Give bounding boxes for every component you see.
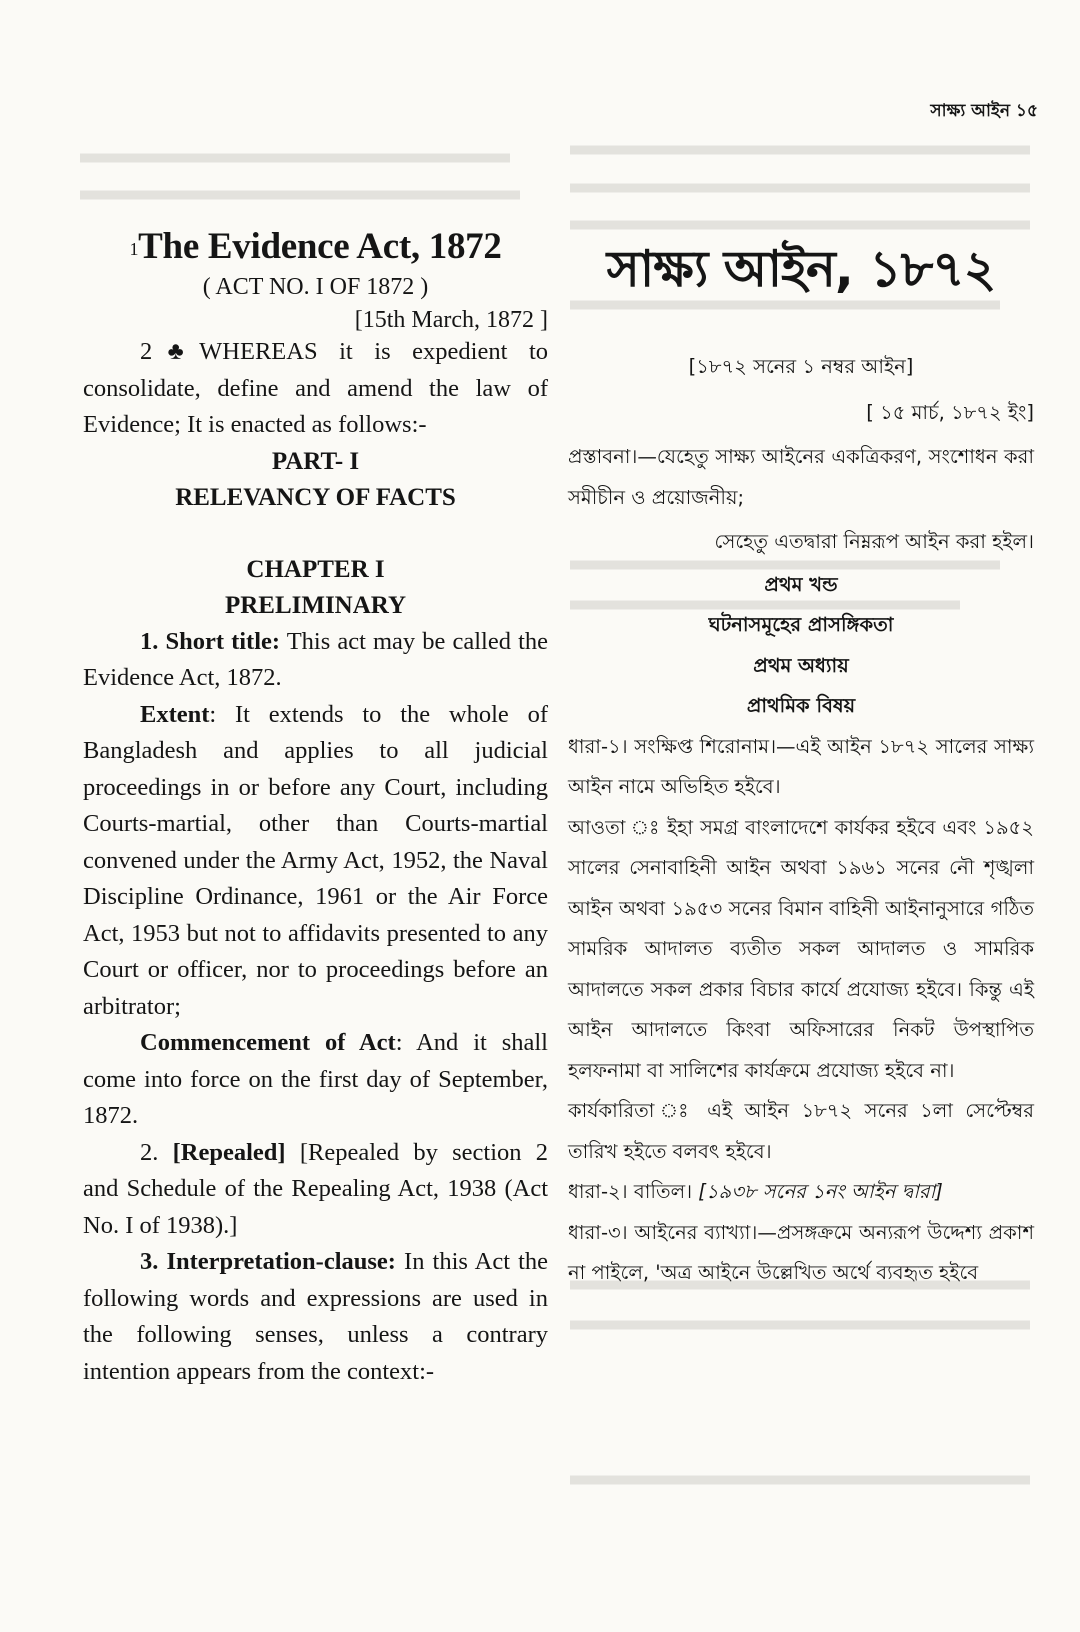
bengali-part-title: ঘটনাসমূহের প্রাসঙ্গিকতা: [708, 613, 894, 636]
bengali-preamble-2: সেহেতু এতদ্বারা নিম্নরূপ আইন করা হইল।: [714, 530, 1034, 553]
bengali-section-3: ধারা-৩। আইনের ব্যাখ্যা।—প্রসঙ্গক্রমে অন্যরূপ উদ্দেশ্য প্রকাশ না পাইলে, 'অত্র আইনে উল্লেখিত অর্থে ব্যবহৃত হইবে: [568, 1220, 1034, 1284]
preamble-mark: 2♣: [140, 338, 200, 365]
english-act-number: ( ACT NO. I OF 1872 ): [202, 274, 429, 300]
english-section-2: 2. [Repealed] [Repealed by section 2 and Schedule of the Repealing Act, 1938 (Act No. I of 1938).]: [83, 1138, 549, 1239]
english-preamble: 2♣WHEREAS it is expedient to consolidate, define and amend the law of Evidence; It is enacted as follows:-: [83, 338, 548, 438]
english-column: [83, 225, 548, 1390]
english-title-text: The Evidence Act, 1872: [138, 226, 502, 267]
bengali-commencement: কার্যকারিতা ঃ এই আইন ১৮৭২ সনের ১লা সেপ্টেম্বর তারিখ হইতে বলবৎ হইবে।: [568, 1099, 1034, 1163]
bengali-date: [ ১৫ মার্চ, ১৮৭২ ইং]: [866, 401, 1034, 424]
bengali-column: [568, 232, 1034, 1294]
english-chapter-title: PRELIMINARY: [224, 591, 407, 619]
bengali-chapter-heading: প্রথম অধ্যায়: [753, 653, 849, 677]
bengali-preamble: প্রস্তাবনা।—যেহেতু সাক্ষ্য আইনের একত্রিকরণ, সংশোধন করা সমীচীন ও প্রয়োজনীয়;: [568, 445, 1034, 509]
english-section-1: 1. Short title: This act may be called the Evidence Act, 1872.: [83, 627, 548, 691]
spacer: [83, 516, 548, 552]
bengali-chapter-title: প্রাথমিক বিষয়: [746, 694, 856, 717]
english-part-heading: PART- I: [271, 447, 360, 475]
english-extent: Extent: It extends to the whole of Bangladesh and applies to all judicial proceedings in or before any Court, including Courts-martial, other than Courts-martial convened under the Army Act, 1952, the Naval Discipline Ordinance, 1961 or the Air Force Act, 1953 but not to affidavits presented to any Court or officer, nor to proceedings before an arbitrator;: [83, 700, 548, 1020]
english-commencement: Commencement of Act: And it shall come into force on the first day of September, 1872.: [83, 1029, 548, 1129]
english-section-3: 3. Interpretation-clause: In this Act the following words and expressions are used in the following senses, unless a contrary intention appears from the context:-: [83, 1248, 548, 1385]
running-head: সাক্ষ্য আইন ১৫: [930, 101, 1038, 121]
bengali-section-2: ধারা-২। বাতিল। [১৯৩৮ সনের ১নং আইন দ্বারা]: [568, 1180, 943, 1203]
bengali-part-heading: প্রথম খন্ড: [764, 572, 838, 596]
bengali-section-1: ধারা-১। সংক্ষিপ্ত শিরোনাম।—এই আইন ১৮৭২ সালের সাক্ষ্য আইন নামে অভিহিত হইবে।: [568, 734, 1034, 798]
bengali-extent: আওতা ঃ ইহা সমগ্র বাংলাদেশে কার্যকর হইবে এবং ১৯৫২ সালের সেনাবাহিনী আইন অথবা ১৯৬১ সনের নৌ শৃঙ্খলা আইন অথবা ১৯৫৩ সনের বিমান বাহিনী আইনানুসারে গঠিত সামরিক আদালত ব্যতীত সকল আদালত ও সামরিক আদালতে সকল প্রকার বিচার কার্যে প্রযোজ্য হইবে। কিন্তু এই আইন আদালতে কিংবা অফিসারের নিকট উপস্থাপিত হলফনামা বা সালিশের কার্যক্রমে প্রযোজ্য হইবে না।: [568, 815, 1034, 1082]
english-chapter-heading: CHAPTER I: [246, 555, 385, 583]
english-part-title: RELEVANCY OF FACTS: [175, 483, 456, 511]
english-title: [83, 225, 548, 268]
bengali-title: সাক্ষ্য আইন, ১৮৭২: [606, 240, 996, 298]
footnote-mark: 1: [129, 239, 139, 259]
bengali-act-number: [১৮৭২ সনের ১ নম্বর আইন]: [688, 355, 914, 378]
english-date: [15th March, 1872 ]: [354, 307, 548, 333]
bengali-section-2-ref: [১৯৩৮ সনের ১নং আইন দ্বারা]: [698, 1180, 943, 1203]
